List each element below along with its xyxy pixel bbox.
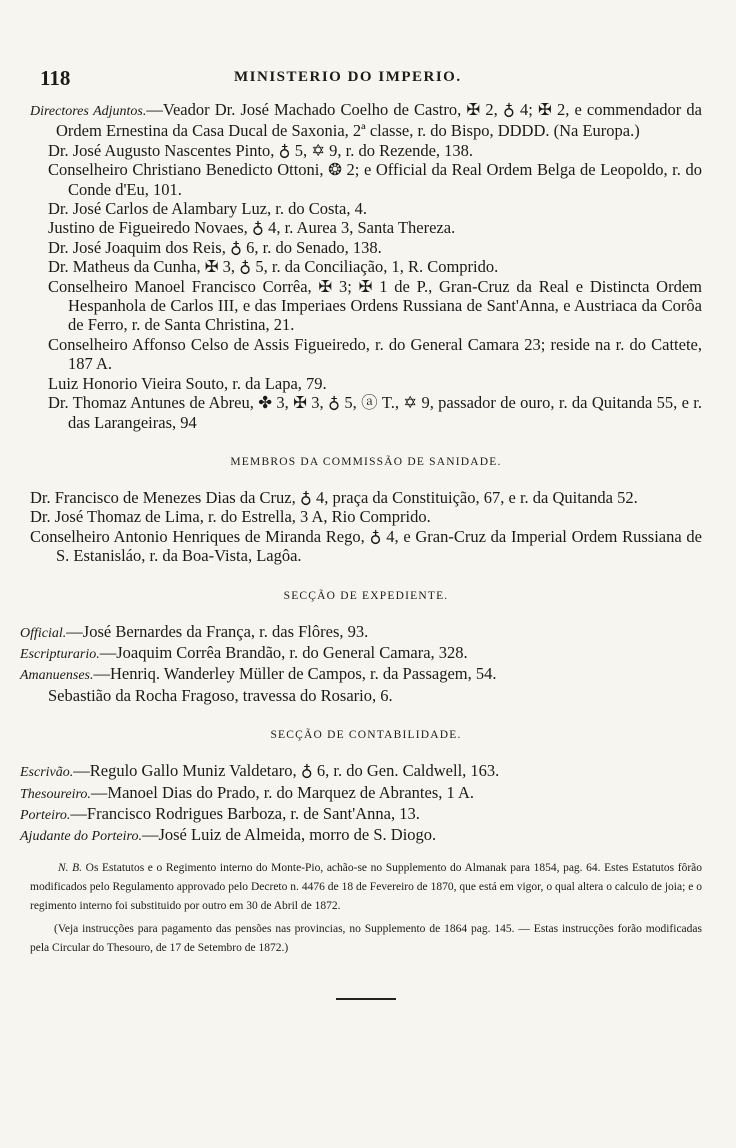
notes-section [30,859,702,958]
commission-entry: Conselheiro Antonio Henriques de Miranda Rego, ♁ 4, e Gran-Cruz da Imperial Ordem Russiana de S. Estanisláo, r. da Boa-Vista, Lagôa. [30,526,702,566]
page-body [20,100,703,1000]
entry-text: —José Luiz de Almeida, morro de S. Diogo. [141,825,437,845]
contabilidade-entry [20,782,702,804]
expediente-entry [20,642,702,664]
directors-entry-first [30,100,702,141]
entry-label: Amanuenses. [20,668,94,684]
directors-entry: Dr. José Carlos de Alambary Luz, r. do Costa, 4. [48,199,367,219]
page-number: 118 [40,66,71,90]
directors-entry: Justino de Figueiredo Novaes, ♁ 4, r. Aurea 3, Santa Thereza. [48,218,456,238]
contabilidade-heading: SECÇÃO DE CONTABILIDADE. [270,729,462,742]
entry-label: Porteiro. [20,807,71,823]
expediente-entry [20,664,702,685]
contabilidade-entry [20,825,702,846]
directors-section [30,100,702,432]
entry-text: —Henriq. Wanderley Müller de Campos, r. da Passagem, 54. [93,664,497,684]
commission-entry: Dr. Francisco de Menezes Dias da Cruz, ♁ 4, praça da Constituição, 67, e r. da Quitanda 52. [30,487,638,507]
commission-heading: MEMBROS DA COMMISSÃO DE SANIDADE. [230,455,502,468]
expediente-heading: SECÇÃO DE EXPEDIENTE. [283,589,449,602]
expediente-section [20,621,702,706]
entry-text: —Manoel Dias do Prado, r. do Marquez de Abrantes, 1 A. [90,782,475,802]
entry-text: —Francisco Rodrigues Barboza, r. de Sant'Anna, 13. [70,803,420,823]
entry-text: —Joaquim Corrêa Brandão, r. do General Camara, 328. [99,642,468,662]
directors-entry: Conselheiro Manoel Francisco Corrêa, ✠ 3; ✠ 1 de P., Gran-Cruz da Real e Distincta Ordem Hespanhola de Carlos III, e das Imperiaes Ordens Russiana de Sant'Anna, e Austriaca da Corôa de Ferro, r. de Santa Christina, 21. [48,276,702,335]
note-monte-pio [30,859,702,916]
directors-entry: Conselheiro Affonso Celso de Assis Figueiredo, r. do General Camara 23; reside na r. do Cattete, 187 A. [48,334,702,374]
contabilidade-section [20,761,702,847]
directors-entry: Dr. José Joaquim dos Reis, ♁ 6, r. do Senado, 138. [48,237,382,257]
directors-entry: Dr. Thomaz Antunes de Abreu, ✤ 3, ✠ 3, ♁ 5, ⓐ T., ✡ 9, passador de ouro, r. da Quitanda 55, e r. das Larangeiras, 94 [48,393,702,432]
entry-label: Ajudante do Porteiro. [20,829,142,845]
running-title: MINISTERIO DO IMPERIO. [234,69,462,85]
commission-entry: Dr. José Thomaz de Lima, r. do Estrella, 3 A, Rio Comprido. [30,507,431,527]
note-text: Os Estatutos e o Regimento interno do Monte-Pio, achão-se no Supplemento do Almanak para 1854, pag. 64. Estes Estatutos fôrão modificados pelo Regulamento approvado pelo Decreto n. 4476 de 18 de Fevereiro de 1870, que está em vigor, o qual altera o calculo de joia; e o regimento interno foi substituido por outro em 30 de Abril de 1872. [30,861,703,912]
entry-label: Thesoureiro. [20,786,91,802]
entry-text: —Regulo Gallo Muniz Valdetaro, ♁ 6, r. do Gen. Caldwell, 163. [73,761,500,781]
page-header [40,66,700,92]
nb-label: N. B. [58,861,83,874]
entry-label: Official. [20,625,67,641]
directors-entry-text: —Veador Dr. José Machado Coelho de Castro, ✠ 2, ♁ 4; ✠ 2, e commendador da Ordem Ernestina da Casa Ducal de Saxonia, 2ª classe, r. do Bispo, DDDD. (Na Europa.) [56,100,702,141]
closing-rule [336,998,396,1000]
note-instrucoes: (Veja instrucções para pagamento das pensões nas provincias, no Supplemento de 1864 pag. 145. — Estas instrucções forão modificadas pela Circular do Thesouro, de 17 de Setembro de 1872.) [30,922,702,954]
directors-entry: Conselheiro Christiano Benedicto Ottoni, ❂ 2; e Official da Real Ordem Belga de Leopoldo, r. do Conde d'Eu, 101. [48,160,702,199]
directors-entry: Dr. José Augusto Nascentes Pinto, ♁ 5, ✡ 9, r. do Rezende, 138. [48,140,474,160]
entry-text: —José Bernardes da França, r. das Flôres, 93. [66,621,369,641]
expediente-entry [20,621,702,643]
contabilidade-entry [20,803,702,825]
directors-entry: Luiz Honorio Vieira Souto, r. da Lapa, 79. [48,373,327,393]
contabilidade-entry [20,761,702,782]
entry-label: Escripturario. [20,646,100,662]
entry-label: Escrivão. [20,765,74,781]
directors-entry: Dr. Matheus da Cunha, ✠ 3, ♁ 5, r. da Conciliação, 1, R. Comprido. [48,257,499,277]
directors-label: Directores Adjuntos. [30,104,147,119]
expediente-continuation: Sebastião da Rocha Fragoso, travessa do Rosario, 6. [48,685,393,705]
commission-section [30,488,702,566]
